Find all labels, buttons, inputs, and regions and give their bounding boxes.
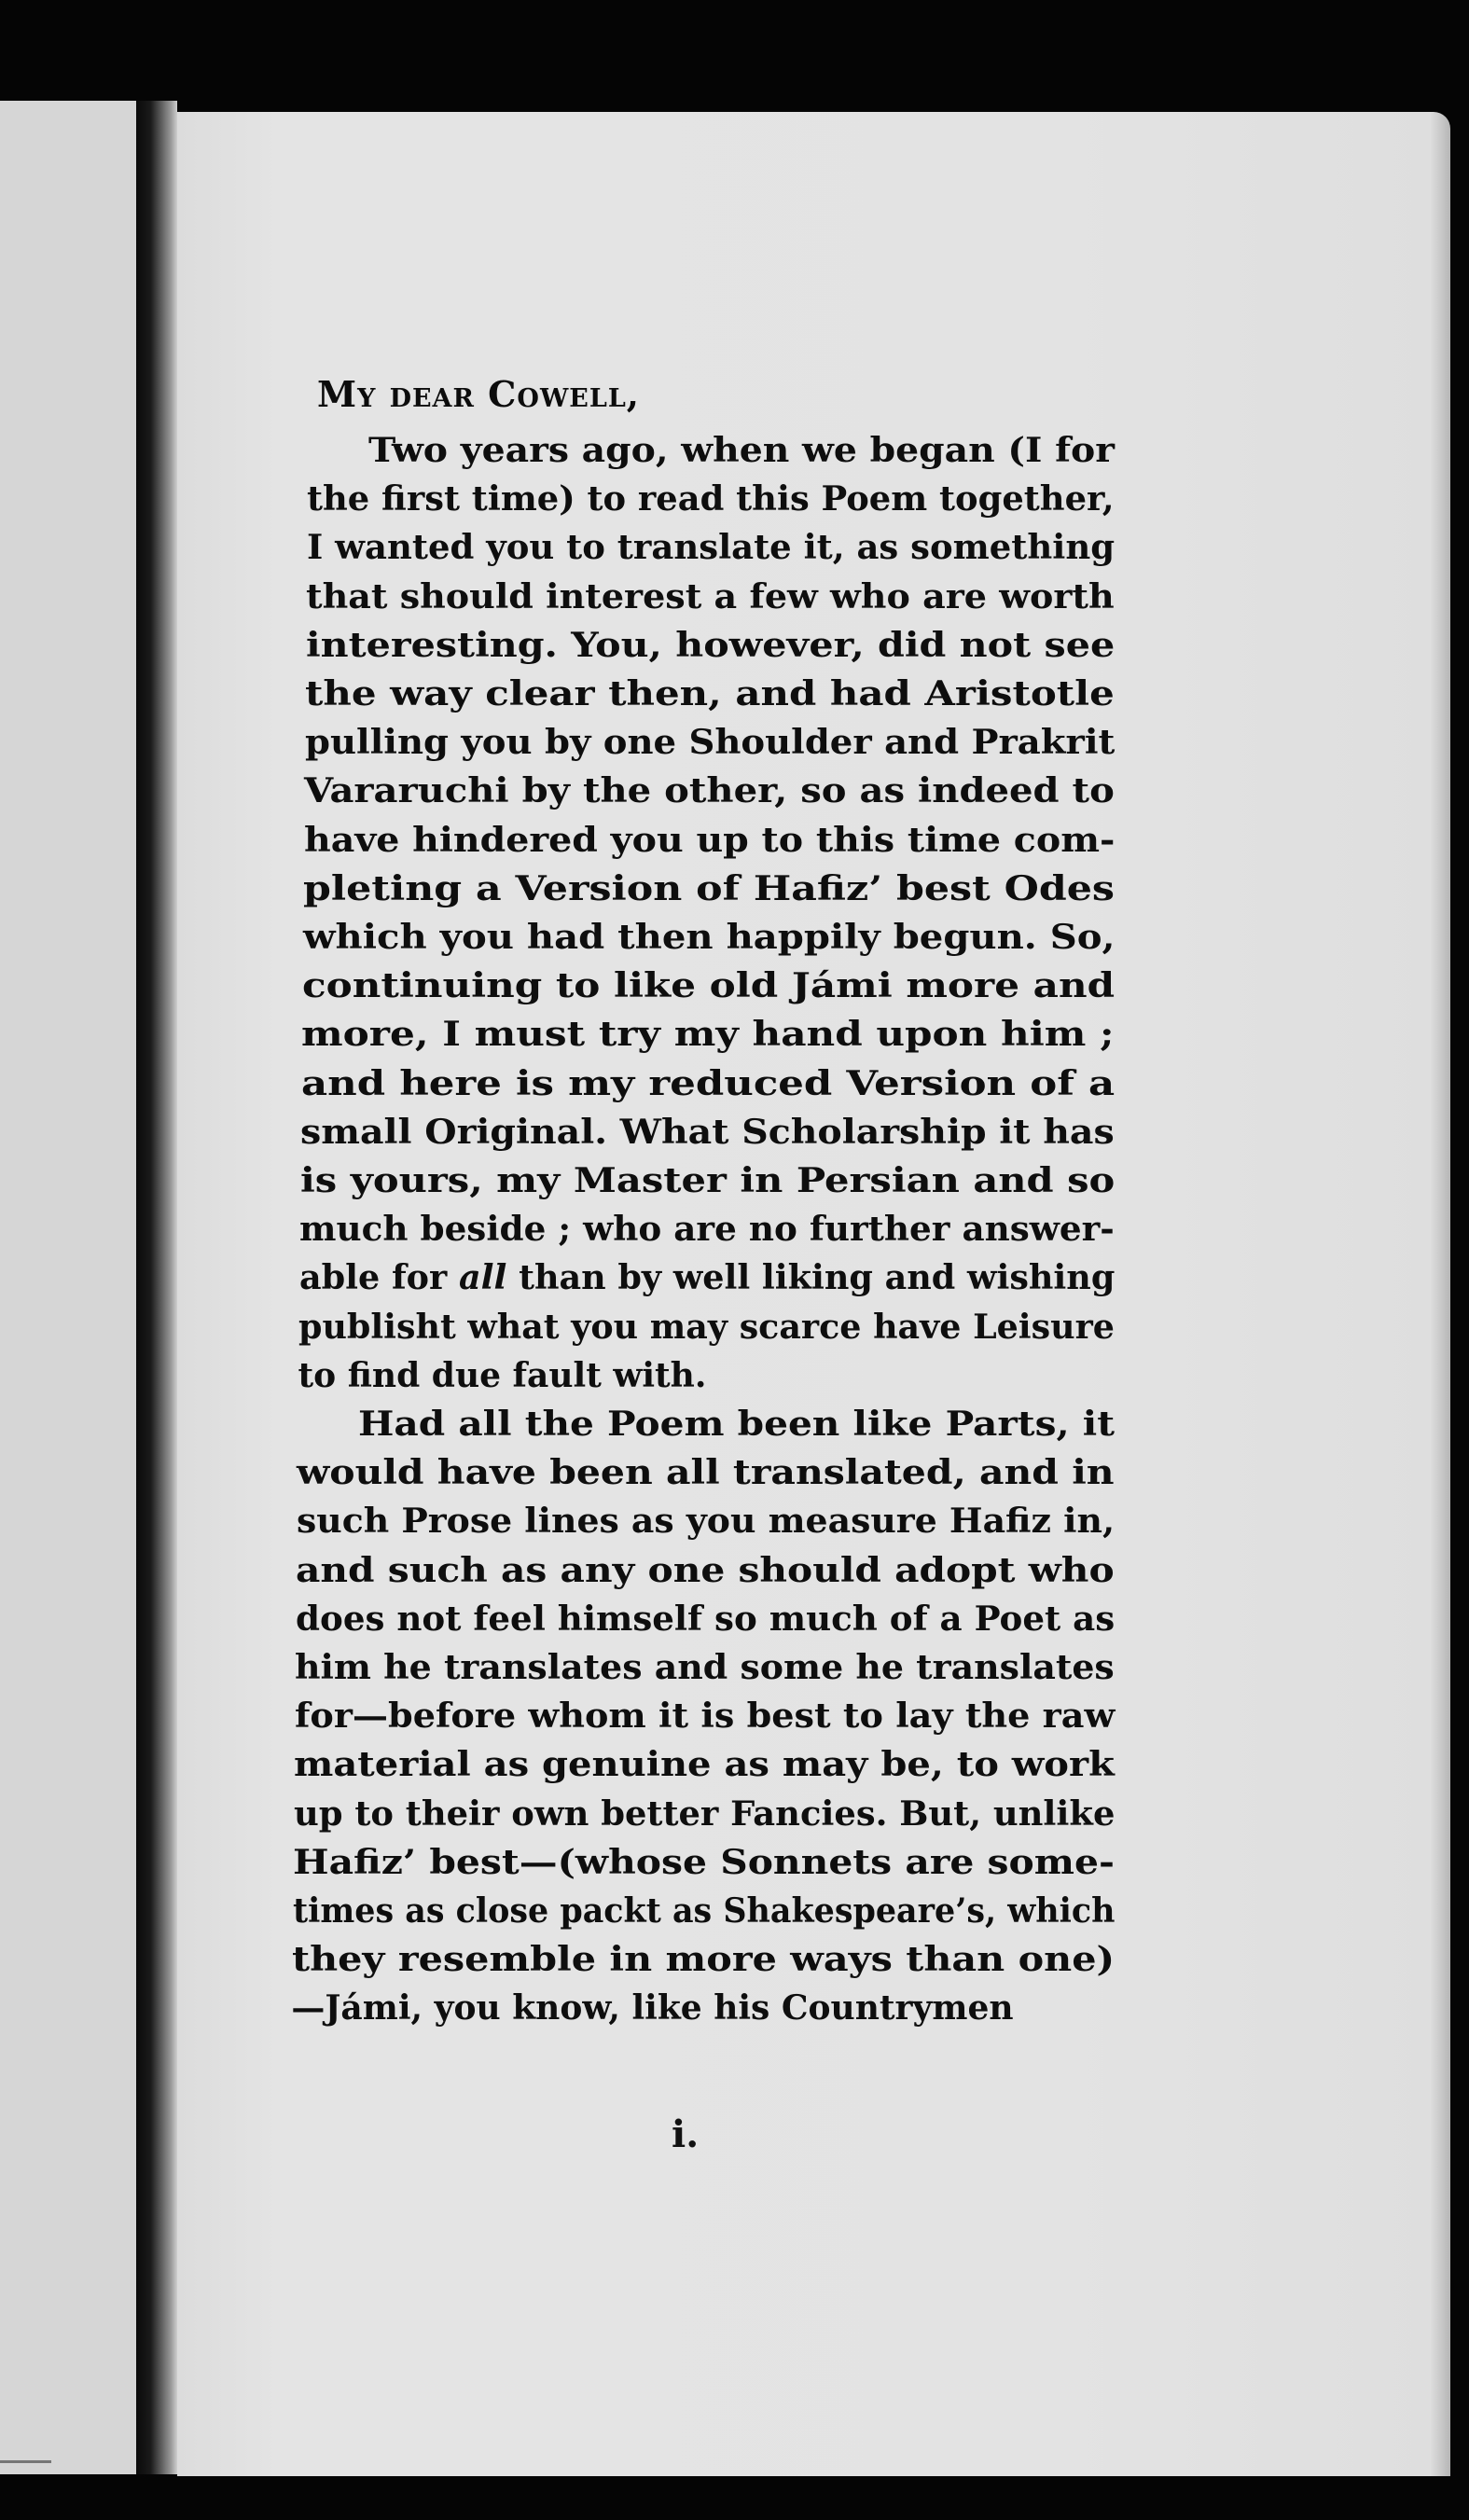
- text-line: him he translates and some he translates: [295, 1648, 1115, 1687]
- text-line: and such as any one should adopt who: [296, 1550, 1115, 1590]
- text-line: pleting a Version of Hafiz’ best Odes: [303, 868, 1115, 908]
- salutation: My dear Cowell,: [317, 373, 641, 415]
- text-line: Two years ago, when we began (I for: [368, 431, 1115, 470]
- text-line: they resemble in more ways than one): [291, 1940, 1115, 1980]
- text-line: does not feel himself so much of a Poet as: [295, 1599, 1115, 1639]
- text-line: times as close packt as Shakespeare’s, which: [292, 1891, 1115, 1931]
- text-line: I wanted you to translate it, as something: [306, 528, 1115, 568]
- text-line: much beside ; who are no further answer-: [299, 1210, 1115, 1250]
- text-line: pulling you by one Shoulder and Prakrit: [304, 723, 1115, 763]
- text-line: up to their own better Fancies. But, unlike: [293, 1793, 1115, 1834]
- text-line: would have been all translated, and in: [297, 1453, 1115, 1493]
- text-line: and here is my reduced Version of a: [300, 1063, 1115, 1103]
- text-line: for—before whom it is best to lay the raw: [294, 1696, 1115, 1737]
- text-line: interesting. You, however, did not see: [305, 625, 1115, 665]
- page-edge-line: [0, 2460, 51, 2463]
- text-line: able for all than by well liking and wishing: [298, 1258, 1116, 1298]
- text-line: Hafiz’ best—(whose Sonnets are some-: [293, 1842, 1115, 1882]
- text-line: Had all the Poem been like Parts, it: [358, 1405, 1115, 1444]
- text-line: more, I must try my hand upon him ;: [301, 1015, 1115, 1055]
- text-line: the first time) to read this Poem together,: [307, 479, 1115, 519]
- text-line: continuing to like old Jámi more and: [301, 966, 1115, 1006]
- previous-page-edge: [0, 101, 136, 2474]
- page-number: i.: [672, 2112, 700, 2156]
- text-line: which you had then happily begun. So,: [302, 918, 1115, 957]
- text-line: publisht what you may scarce have Leisure: [298, 1307, 1115, 1347]
- text-line: to find due fault with.: [298, 1355, 707, 1395]
- text-line: Vararuchi by the other, so as indeed to: [304, 771, 1115, 811]
- text-line: such Prose lines as you measure Hafiz in,: [296, 1502, 1115, 1542]
- text-line: is yours, my Master in Persian and so: [299, 1161, 1115, 1200]
- text-line: that should interest a few who are worth: [306, 576, 1115, 616]
- text-line: —Jámi, you know, like his Countrymen: [291, 1988, 1014, 2028]
- text-line: have hindered you up to this time com-: [303, 820, 1115, 860]
- text-line: small Original. What Scholarship it has: [300, 1112, 1115, 1152]
- page-shadow: [1430, 112, 1450, 2476]
- text-line: the way clear then, and had Aristotle: [305, 674, 1115, 713]
- book-gutter: [136, 101, 177, 2474]
- text-line: material as genuine as may be, to work: [294, 1745, 1115, 1785]
